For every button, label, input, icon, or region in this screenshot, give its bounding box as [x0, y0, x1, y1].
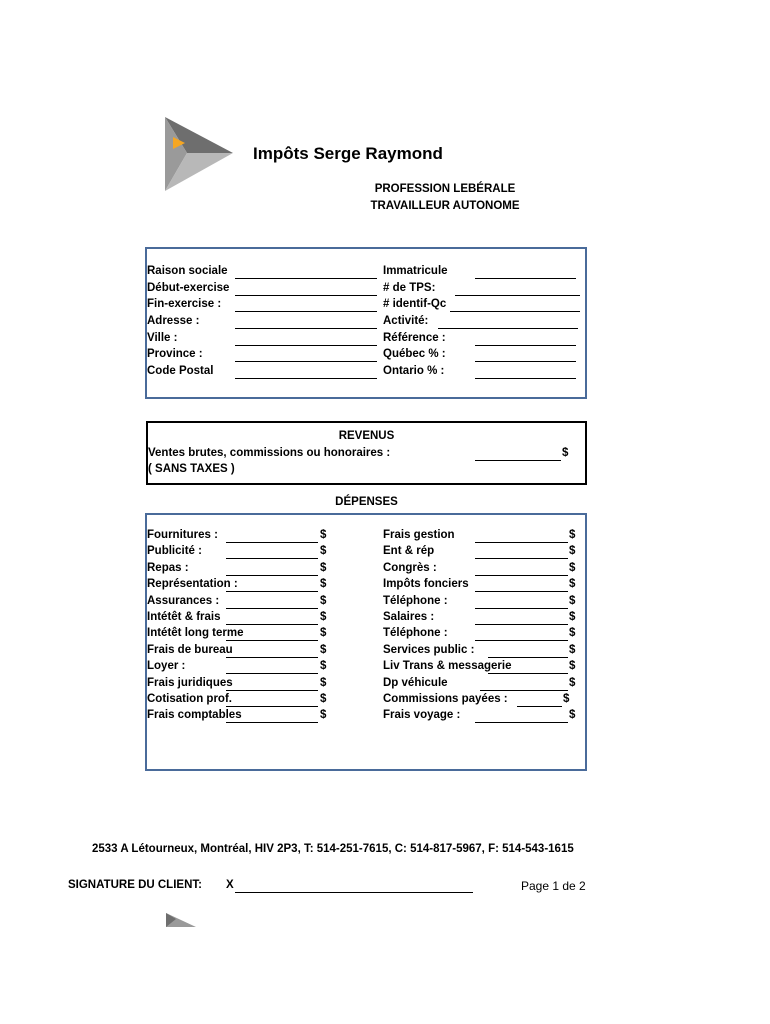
page-number: Page 1 de 2 — [521, 879, 586, 893]
depense-currency: $ — [569, 644, 576, 656]
label-province: Province : — [147, 348, 203, 360]
depense-label-publicite: Publicité : — [147, 545, 202, 557]
depense-field-congres[interactable] — [475, 575, 568, 576]
label-reference: Référence : — [383, 332, 446, 344]
label-identif-qc: # identif-Qc — [383, 298, 447, 310]
company-logo — [163, 115, 235, 193]
depense-label-intetet-frais: Intétêt & frais — [147, 611, 221, 623]
subtitle-travailleur: TRAVAILLEUR AUTONOME — [370, 200, 520, 212]
depense-currency: $ — [320, 595, 327, 607]
depense-field-telephone[interactable] — [475, 608, 568, 609]
depense-field-frais-juridiques[interactable] — [226, 690, 318, 691]
depense-field-impots-fonciers[interactable] — [475, 591, 568, 592]
field-quebec-pct[interactable] — [475, 361, 576, 362]
depense-label-telephone: Téléphone : — [383, 595, 448, 607]
label-immatricule: Immatricule — [383, 265, 448, 277]
label-debut-exercise: Début-exercise — [147, 282, 230, 294]
depense-currency: $ — [320, 644, 327, 656]
depense-label-frais-de-bureau: Frais de bureau — [147, 644, 233, 656]
depense-label-frais-juridiques: Frais juridiques — [147, 677, 233, 689]
field-reference[interactable] — [475, 345, 576, 346]
revenus-currency: $ — [562, 447, 569, 459]
field-code-postal[interactable] — [235, 378, 377, 379]
field-ville[interactable] — [235, 345, 377, 346]
depense-label-congres: Congrès : — [383, 562, 437, 574]
company-address: 2533 A Létourneux, Montréal, HIV 2P3, T: 514-251-7615, C: 514-817-5967, F: 514-543-1615 — [92, 843, 574, 855]
depense-currency: $ — [569, 562, 576, 574]
depense-label-cotisation-prof: Cotisation prof. — [147, 693, 232, 705]
label-code-postal: Code Postal — [147, 365, 214, 377]
label-fin-exercise: Fin-exercise : — [147, 298, 222, 310]
depense-currency: $ — [569, 677, 576, 689]
depense-currency: $ — [569, 578, 576, 590]
depense-currency: $ — [320, 709, 327, 721]
depense-label-ent-rep: Ent & rép — [383, 545, 435, 557]
depense-field-commissions-payees[interactable] — [517, 706, 562, 707]
field-debut-exercise[interactable] — [235, 295, 377, 296]
depense-field-dp-vehicule[interactable] — [480, 690, 568, 691]
field-tps[interactable] — [455, 295, 580, 296]
field-activite[interactable] — [438, 328, 578, 329]
depense-currency: $ — [320, 627, 327, 639]
subtitle-profession: PROFESSION LEBÉRALE — [374, 183, 516, 195]
depense-label-frais-voyage: Frais voyage : — [383, 709, 461, 721]
depense-label-commissions-payees: Commissions payées : — [383, 693, 508, 705]
field-identif-qc[interactable] — [450, 311, 580, 312]
label-activite: Activité: — [383, 315, 429, 327]
depense-field-services-public[interactable] — [488, 657, 568, 658]
company-name: Impôts Serge Raymond — [253, 144, 443, 163]
depense-label-dp-vehicule: Dp véhicule — [383, 677, 448, 689]
depense-label-liv-trans-messagerie: Liv Trans & messagerie — [383, 660, 512, 672]
depense-field-representation[interactable] — [226, 591, 318, 592]
depense-field-assurances[interactable] — [226, 608, 318, 609]
field-ventes-brutes[interactable] — [475, 460, 561, 461]
depenses-title: DÉPENSES — [335, 496, 398, 508]
depense-currency: $ — [320, 545, 327, 557]
depense-field-frais-voyage[interactable] — [475, 722, 568, 723]
depense-currency: $ — [320, 660, 327, 672]
depense-field-fournitures[interactable] — [226, 542, 318, 543]
depense-label-fournitures: Fournitures : — [147, 529, 218, 541]
depense-field-loyer[interactable] — [226, 673, 318, 674]
depense-label-representation: Représentation : — [147, 578, 238, 590]
depense-label-salaires: Salaires : — [383, 611, 435, 623]
footer-logo-fragment — [166, 913, 198, 927]
signature-field[interactable] — [235, 892, 473, 893]
depense-currency: $ — [569, 545, 576, 557]
depense-currency: $ — [320, 578, 327, 590]
revenus-title: REVENUS — [338, 430, 395, 442]
field-province[interactable] — [235, 361, 377, 362]
depense-label-telephone: Téléphone : — [383, 627, 448, 639]
depense-field-ent-rep[interactable] — [475, 558, 568, 559]
field-adresse[interactable] — [235, 328, 377, 329]
label-raison-sociale: Raison sociale — [147, 265, 228, 277]
depense-field-intetet-long-terme[interactable] — [226, 640, 318, 641]
depense-currency: $ — [320, 562, 327, 574]
label-ville: Ville : — [147, 332, 178, 344]
depense-field-frais-comptables[interactable] — [226, 722, 318, 723]
signature-x: X — [226, 879, 234, 891]
depense-currency: $ — [563, 693, 570, 705]
depense-field-cotisation-prof[interactable] — [226, 706, 318, 707]
depense-field-frais-de-bureau[interactable] — [226, 657, 318, 658]
label-quebec-pct: Québec % : — [383, 348, 446, 360]
depense-currency: $ — [320, 677, 327, 689]
label-adresse: Adresse : — [147, 315, 200, 327]
revenus-ventes-label: Ventes brutes, commissions ou honoraires : — [148, 447, 391, 459]
signature-label: SIGNATURE DU CLIENT: — [68, 879, 202, 891]
depense-currency: $ — [569, 595, 576, 607]
label-tps: # de TPS: — [383, 282, 436, 294]
depense-field-repas[interactable] — [226, 575, 318, 576]
depense-label-frais-gestion: Frais gestion — [383, 529, 455, 541]
depense-field-frais-gestion[interactable] — [475, 542, 568, 543]
depense-label-impots-fonciers: Impôts fonciers — [383, 578, 469, 590]
revenus-sans-taxes: ( SANS TAXES ) — [148, 463, 235, 475]
depense-field-intetet-frais[interactable] — [226, 624, 318, 625]
depense-currency: $ — [569, 627, 576, 639]
depense-label-frais-comptables: Frais comptables — [147, 709, 242, 721]
depense-field-salaires[interactable] — [475, 624, 568, 625]
field-ontario-pct[interactable] — [475, 378, 576, 379]
field-immatricule[interactable] — [475, 278, 576, 279]
depense-label-assurances: Assurances : — [147, 595, 220, 607]
field-fin-exercise[interactable] — [235, 311, 377, 312]
depense-currency: $ — [569, 709, 576, 721]
depense-currency: $ — [569, 529, 576, 541]
depense-label-services-public: Services public : — [383, 644, 475, 656]
label-ontario-pct: Ontario % : — [383, 365, 445, 377]
depense-field-publicite[interactable] — [226, 558, 318, 559]
depense-field-liv-trans-messagerie[interactable] — [488, 673, 568, 674]
depense-currency: $ — [320, 529, 327, 541]
depense-currency: $ — [320, 693, 327, 705]
field-raison-sociale[interactable] — [235, 278, 377, 279]
depense-label-repas: Repas : — [147, 562, 189, 574]
depense-currency: $ — [320, 611, 327, 623]
depense-label-intetet-long-terme: Intétêt long terme — [147, 627, 244, 639]
depense-currency: $ — [569, 611, 576, 623]
depense-field-telephone[interactable] — [475, 640, 568, 641]
depense-currency: $ — [569, 660, 576, 672]
depense-label-loyer: Loyer : — [147, 660, 186, 672]
